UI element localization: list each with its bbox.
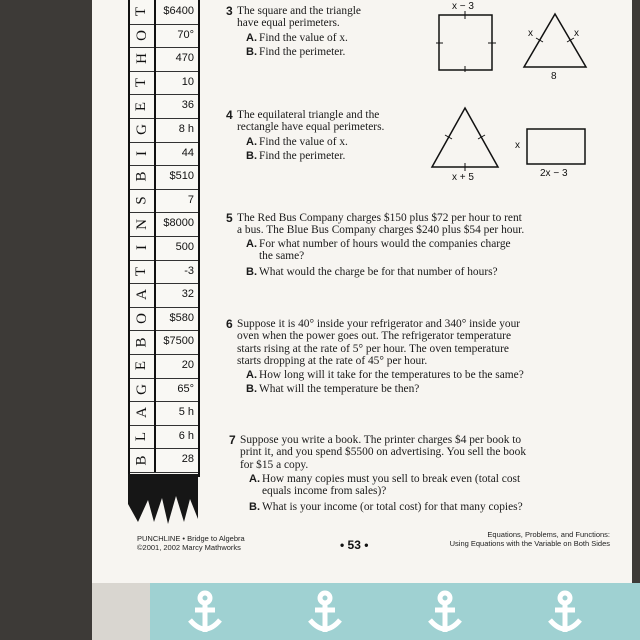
answer-value: 36 [181,99,194,112]
part-a: A. For what number of hours would the companies charge the same? [246,237,511,262]
part-a: A. Find the value of x. [246,31,348,44]
rectangle-base-label: 2x − 3 [540,168,568,179]
answer-letter: T [130,260,156,284]
square-side-label: x − 3 [452,1,474,12]
answer-row [130,354,198,379]
answer-value: $6400 [163,5,194,17]
answer-letter: B [130,330,156,354]
answer-value: 28 [181,453,194,466]
answer-value: 500 [175,241,194,253]
answer-letter: E [130,94,156,118]
anchor-icon [185,590,225,636]
answer-letter: B [130,448,156,472]
question-text: The equilateral triangle and the [237,109,380,121]
answer-letter: N [130,212,156,236]
triangle-base-label: 8 [551,71,557,82]
triangle-base-label: x + 5 [452,172,474,183]
answer-row [130,71,198,96]
answer-row [130,448,198,473]
rectangle-figure [524,126,590,168]
answer-row [130,260,198,285]
answer-value: $580 [169,311,194,324]
answer-value: 8 h [178,123,194,135]
question-text: starts rising at the rate of 5° per hour. The oven temperature [237,342,509,355]
answer-value: 470 [175,52,194,65]
answer-row [130,94,198,119]
answer-value: $8000 [163,217,194,230]
answer-value: 20 [181,359,194,371]
answer-value: 7 [187,193,194,206]
answer-value: 10 [181,75,194,88]
answer-value: 5 h [178,406,194,419]
question-text: have equal perimeters. [237,17,340,30]
question-text: starts dropping at the rate of 45° per hour. [237,354,428,367]
question-4 [226,108,437,162]
banner-tail [126,474,206,536]
question-number: 6 [226,317,233,331]
question-number: 4 [226,108,233,122]
question-3 [226,4,407,58]
question-text: rectangle have equal perimeters. [237,121,385,134]
part-b: B. What will the temperature be then? [246,383,420,396]
page-edge [92,583,150,640]
answer-letter: H [130,47,156,71]
answer-letter: L [130,425,156,449]
question-number: 5 [226,211,233,225]
answer-letter: G [130,118,156,142]
answer-row [130,283,198,308]
question-number: 3 [226,4,233,18]
answer-row [130,236,198,261]
answer-letter: O [130,307,156,331]
answer-letter: I [130,236,156,260]
answer-row [130,165,198,190]
question-text: Suppose it is 40° inside your refrigerator and 340° inside your [237,318,521,330]
question-text: Suppose you write a book. The printer charges $4 per book to [240,434,522,446]
answer-letter: E [130,354,156,378]
answer-letter: T [130,71,156,95]
answer-value: 44 [181,146,194,159]
answer-letter: I [130,142,156,166]
question-number: 7 [229,433,236,447]
question-text: a bus. The Blue Bus Company charges $240 plus $54 per hour. [237,224,525,237]
square-figure [436,10,498,72]
answer-letter: O [130,24,156,48]
answer-column [128,0,200,477]
answer-row [130,47,198,72]
answer-value: 65° [177,382,194,395]
question-text: The square and the triangle [237,5,361,17]
footer-credits: PUNCHLINE • Bridge to Algebra ©2001, 2002 Marcy Mathworks [137,534,245,552]
answer-letter: S [130,189,156,213]
answer-letter: B [130,165,156,189]
answer-letter: T [130,0,156,24]
answer-letter: A [130,283,156,307]
answer-row [130,212,198,237]
triangle-right-label: x [574,28,579,39]
answer-row [130,378,198,403]
answer-row [130,330,198,355]
page-number: • 53 • [340,538,369,552]
question-7 [229,433,610,514]
answer-row [130,425,198,450]
answer-letter: A [130,401,156,425]
answer-value: -3 [184,264,194,277]
answer-value: 32 [181,288,194,301]
answer-value: 6 h [178,429,194,442]
question-5 [226,211,607,279]
anchor-icon [545,590,585,636]
part-a: A. How long will it take for the temperatures to be the same? [246,369,524,382]
part-b: B. What is your income (or total cost) for that many copies? [249,501,523,514]
rectangle-side-label: x [515,140,520,151]
part-a: A. Find the value of x. [246,135,348,148]
question-6 [226,317,607,396]
part-b: B. Find the perimeter. [246,45,346,58]
answer-row [130,0,198,25]
answer-row [130,189,198,214]
answer-value: 70° [177,28,194,41]
part-a: A. How many copies must you sell to break even (total cost equals income from sales)? [249,472,521,498]
triangle-figure [518,10,598,72]
answer-letter: G [130,378,156,402]
question-text: The Red Bus Company charges $150 plus $72 per hour to rent [237,212,522,224]
anchor-icon [425,590,465,636]
answer-row [130,142,198,167]
anchor-icon [305,590,345,636]
answer-value: $510 [169,170,194,183]
triangle-left-label: x [528,28,533,39]
footer-topic: Equations, Problems, and Functions: Using Equations with the Variable on Both Sides [449,530,610,548]
answer-row [130,307,198,332]
question-text: for $15 a copy. [240,458,309,471]
answer-row [130,401,198,426]
part-b: B. Find the perimeter. [246,149,346,162]
question-text: print it, and you spend $5500 on advertising. You sell the book [240,446,527,459]
answer-row [130,118,198,143]
equilateral-triangle-figure [428,103,502,171]
question-text: oven when the power goes out. The refrigerator temperature [237,330,512,343]
answer-row [130,24,198,49]
part-b: B. What would the charge be for that number of hours? [246,266,498,279]
answer-value: $7500 [163,335,194,348]
